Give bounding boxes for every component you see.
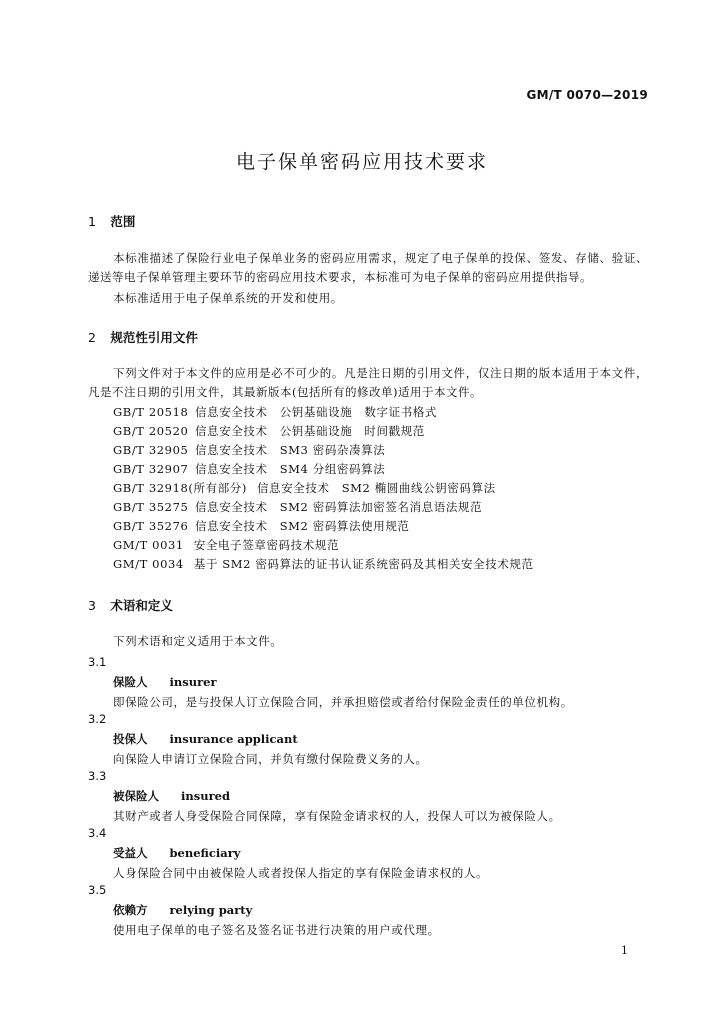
reference-code: GB/T 20518 <box>113 405 189 419</box>
section-number: 2 <box>88 330 96 345</box>
term-en: insured <box>181 789 230 803</box>
section-3-heading <box>88 596 173 614</box>
term-heading <box>113 845 240 861</box>
section-number: 1 <box>88 214 96 229</box>
section-title: 范围 <box>110 214 136 229</box>
document-title: 电子保单密码应用技术要求 <box>235 151 488 173</box>
reference-title: 信息安全技术 SM4 分组密码算法 <box>195 462 386 476</box>
section-1-heading <box>88 212 135 230</box>
reference-code: GM/T 0034 <box>113 557 184 571</box>
term-definition: 使用电子保单的电子签名及签名证书进行决策的用户或代理。 <box>113 923 440 937</box>
reference-title: 安全电子签章密码技术规范 <box>193 538 340 552</box>
term-definition: 其财产或者人身受保险合同保障，享有保险金请求权的人，投保人可以为被保险人。 <box>113 809 561 823</box>
reference-item <box>113 517 410 536</box>
term-heading <box>113 674 217 690</box>
term-number: 3.4 <box>88 826 107 840</box>
standard-code: GM/T 0070—2019 <box>526 88 648 102</box>
term-number: 3.2 <box>88 712 107 726</box>
term-definition: 人身保险合同中由被保险人或者投保人指定的享有保险金请求权的人。 <box>113 866 489 880</box>
reference-item <box>113 403 437 422</box>
page-number: 1 <box>621 944 628 957</box>
reference-code: GM/T 0031 <box>113 538 184 552</box>
section-2-heading <box>88 328 198 346</box>
term-en: insurer <box>169 675 217 689</box>
term-definition: 即保险公司，是与投保人订立保险合同，并承担赔偿或者给付保险金责任的单位机构。 <box>113 695 573 709</box>
refs-intro: 下列文件对于本文件的应用是必不可少的。凡是注日期的引用文件，仅注日期的版本适用于本文件，凡是不注日期的引用文件，其最新版本(包括所有的修改单)适用于本文件。 <box>88 366 648 399</box>
term-cn: 受益人 <box>113 846 148 860</box>
reference-item <box>113 555 534 574</box>
reference-item <box>113 422 425 441</box>
reference-code: GB/T 32907 <box>113 462 189 476</box>
scope-paragraph-2: 本标准适用于电子保单系统的开发和使用。 <box>113 291 343 305</box>
term-heading <box>113 731 298 747</box>
reference-title: 信息安全技术 SM3 密码杂凑算法 <box>195 443 386 457</box>
term-cn: 被保险人 <box>113 789 159 803</box>
term-heading <box>113 788 230 804</box>
reference-code: GB/T 35276 <box>113 519 189 533</box>
term-number: 3.5 <box>88 883 107 897</box>
reference-code: GB/T 32905 <box>113 443 189 457</box>
reference-title: 信息安全技术 公钥基础设施 时间戳规范 <box>195 424 425 438</box>
term-en: insurance applicant <box>169 732 298 746</box>
reference-code: GB/T 32918(所有部分) <box>113 481 247 495</box>
reference-title: 信息安全技术 SM2 密码算法使用规范 <box>195 519 410 533</box>
term-cn: 依赖方 <box>113 903 148 917</box>
reference-title: 信息安全技术 公钥基础设施 数字证书格式 <box>195 405 437 419</box>
reference-title: 基于 SM2 密码算法的证书认证系统密码及其相关安全技术规范 <box>193 557 534 571</box>
reference-code: GB/T 20520 <box>113 424 189 438</box>
term-en: relying party <box>169 903 253 917</box>
reference-code: GB/T 35275 <box>113 500 189 514</box>
term-cn: 投保人 <box>113 732 148 746</box>
term-cn: 保险人 <box>113 675 148 689</box>
scope-paragraph-1: 本标准描述了保险行业电子保单业务的密码应用需求，规定了电子保单的投保、签发、存储、验证、递送等电子保单管理主要环节的密码应用技术要求，本标准可为电子保单的密码应用提供指导。 <box>88 251 648 284</box>
term-heading <box>113 902 252 918</box>
term-definition: 向保险人申请订立保险合同，并负有缴付保险费义务的人。 <box>113 752 428 766</box>
section-title: 规范性引用文件 <box>110 330 198 345</box>
section-number: 3 <box>88 598 96 613</box>
reference-item <box>113 441 385 460</box>
reference-item <box>113 479 496 498</box>
term-number: 3.3 <box>88 769 107 783</box>
reference-title: 信息安全技术 SM2 椭圆曲线公钥密码算法 <box>257 481 496 495</box>
reference-item <box>113 498 482 517</box>
term-en: beneficiary <box>169 846 241 860</box>
reference-item <box>113 536 339 555</box>
section-title: 术语和定义 <box>110 598 173 613</box>
reference-title: 信息安全技术 SM2 密码算法加密签名消息语法规范 <box>195 500 483 514</box>
term-number: 3.1 <box>88 655 107 669</box>
terms-intro: 下列术语和定义适用于本文件。 <box>113 634 283 648</box>
reference-item <box>113 460 385 479</box>
